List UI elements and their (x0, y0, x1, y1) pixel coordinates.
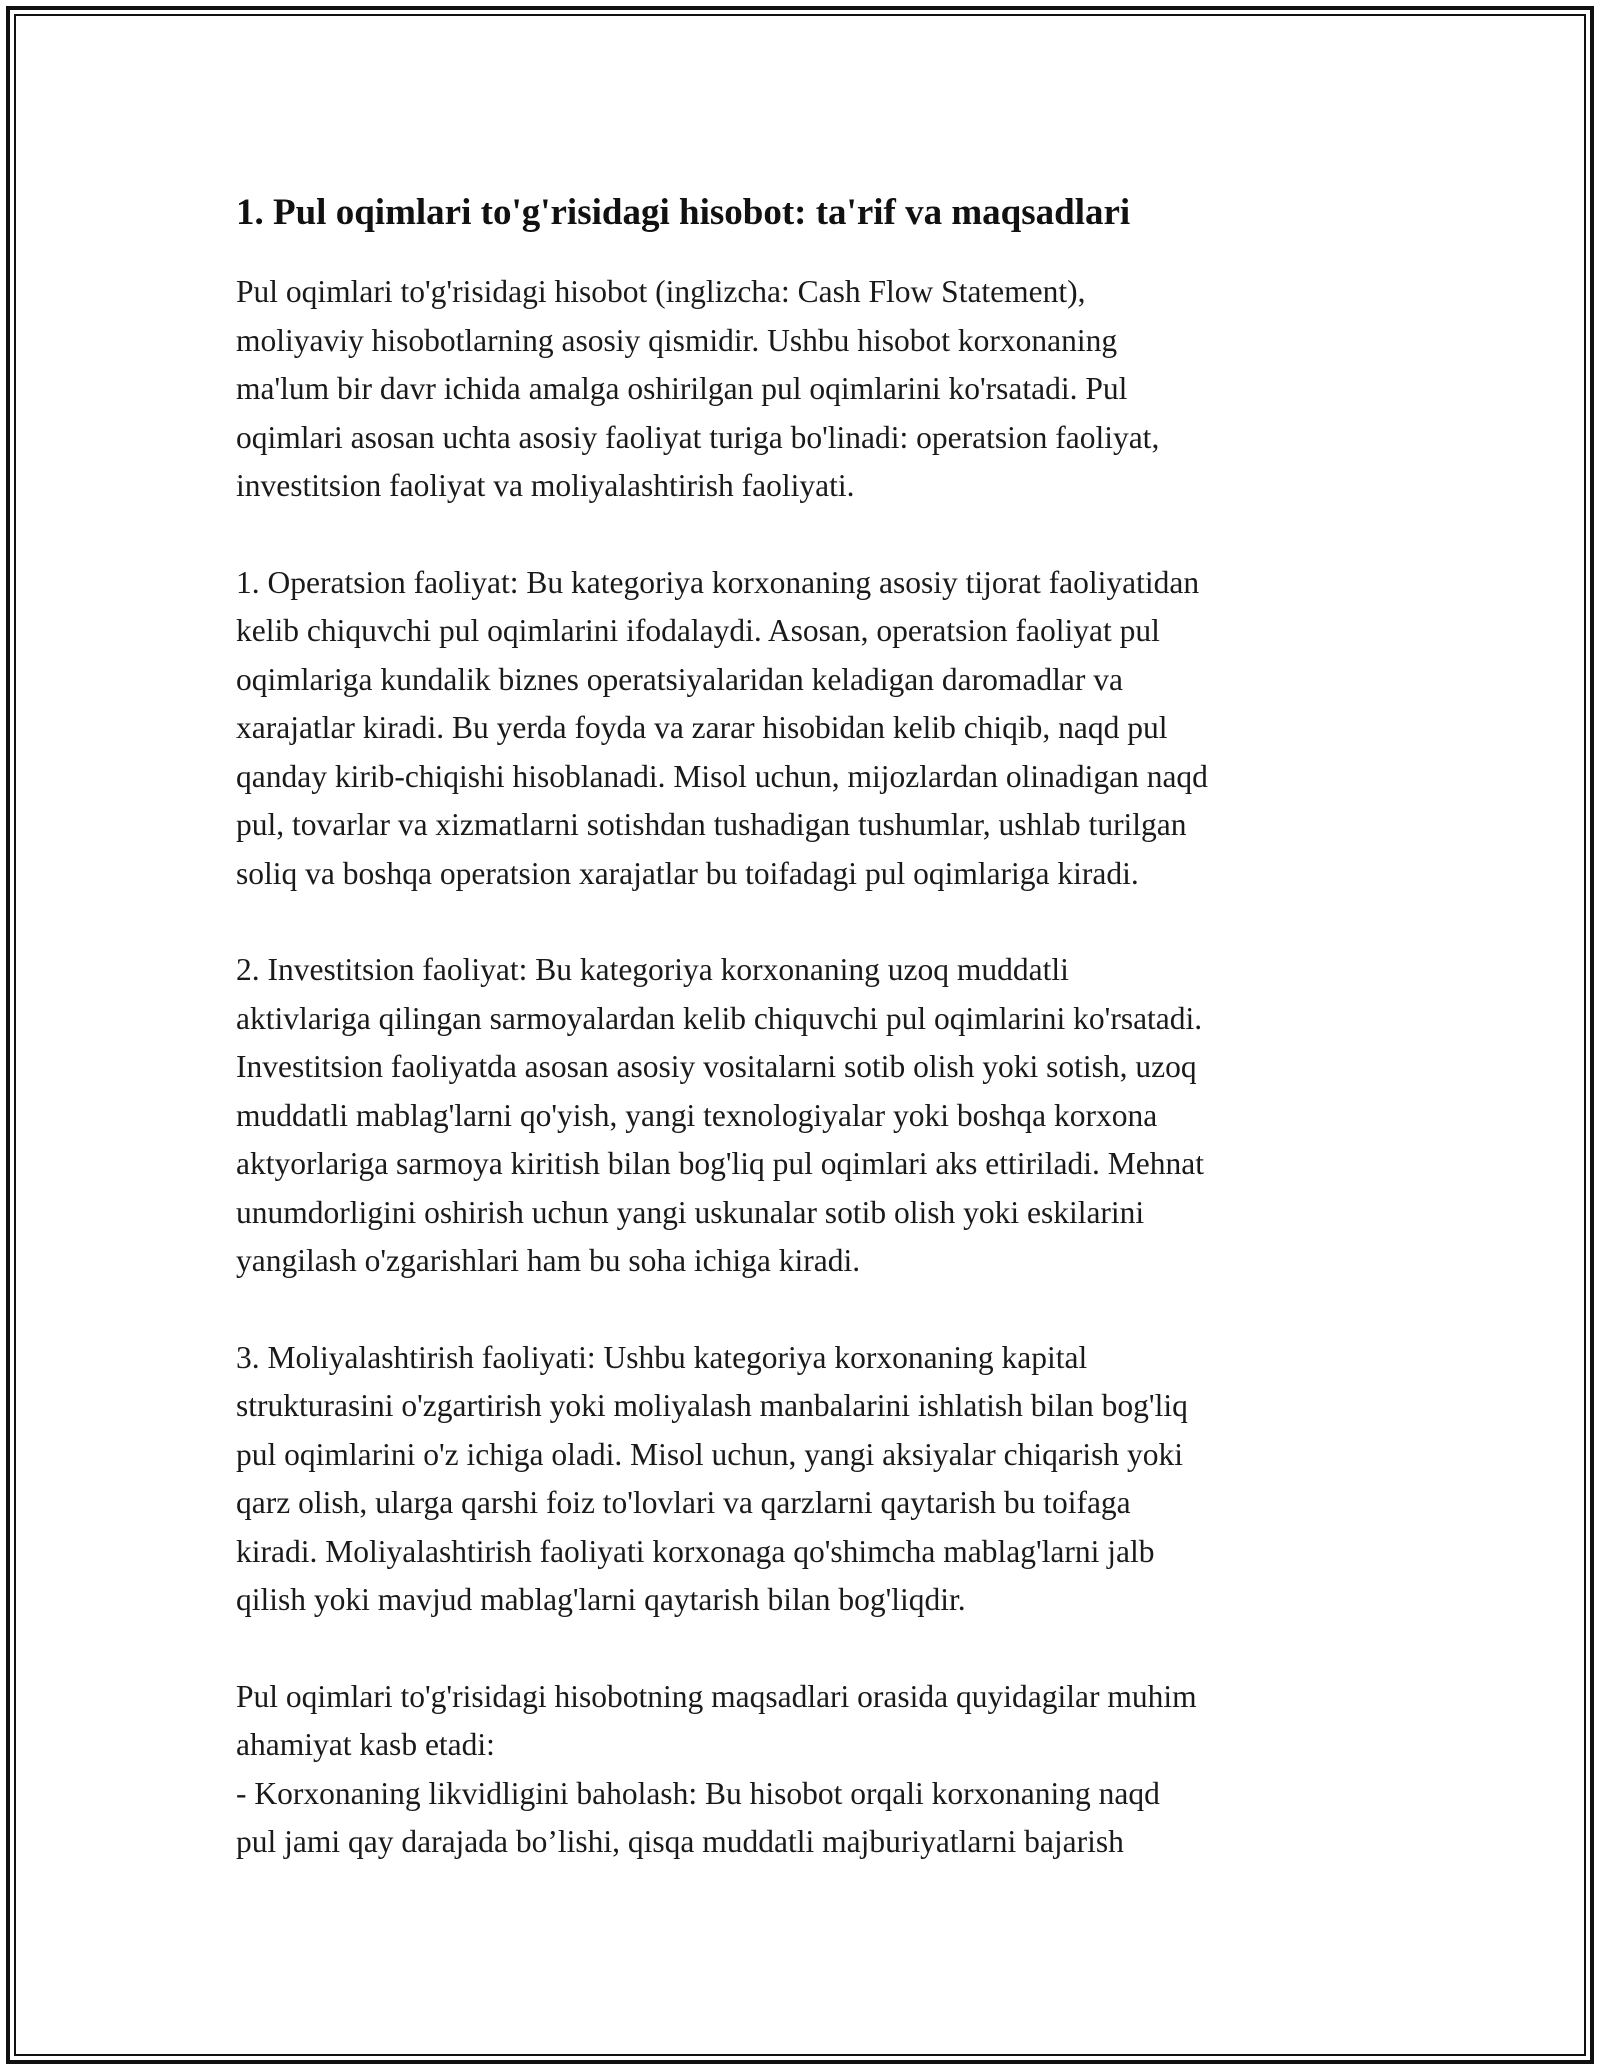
text-line: qilish yoki mavjud mablag'larni qaytarish bilan bog'liqdir. (236, 1582, 966, 1617)
paragraph-investing-activity (236, 946, 1386, 1286)
paragraph-financing-activity (236, 1334, 1386, 1625)
text-line: 2. Investitsion faoliyat: Bu kategoriya korxonaning uzoq muddatli (236, 952, 1069, 987)
text-line: 3. Moliyalashtirish faoliyati: Ushbu kategoriya korxonaning kapital (236, 1339, 1088, 1375)
text-line: 1. Operatsion faoliyat: Bu kategoriya korxonaning asosiy tijorat faoliyatidan (236, 564, 1200, 600)
text-line: moliyaviy hisobotlarning asosiy qismidir. Ushbu hisobot korxonaning (236, 322, 1118, 358)
text-line: xarajatlar kiradi. Bu yerda foyda va zarar hisobidan kelib chiqib, naqd pul (236, 710, 1168, 745)
document-body (236, 188, 1386, 1867)
text-line: ma'lum bir davr ichida amalga oshirilgan pul oqimlarini ko'rsatadi. Pul (236, 371, 1128, 406)
text-line: aktivlariga qilingan sarmoyalardan kelib chiquvchi pul oqimlarini ko'rsatadi. (236, 1000, 1203, 1036)
document-title: 1. Pul oqimlari to'g'risidagi hisobot: ta'rif va maqsadlari (236, 192, 1131, 233)
text-line: strukturasini o'zgartirish yoki moliyalash manbalarini ishlatish bilan bog'liq (236, 1388, 1188, 1423)
text-line: yangilash o'zgarishlari ham bu soha ichiga kiradi. (236, 1243, 861, 1278)
text-line: ahamiyat kasb etadi: (236, 1727, 495, 1762)
text-line: unumdorligini oshirish uchun yangi uskunalar sotib olish yoki eskilarini (236, 1194, 1145, 1230)
text-line: pul, tovarlar va xizmatlarni sotishdan tushadigan tushumlar, ushlab turilgan (236, 807, 1187, 842)
paragraph-intro (236, 268, 1386, 511)
text-line: qanday kirib-chiqishi hisoblanadi. Misol uchun, mijozlardan olinadigan naqd (236, 758, 1208, 794)
text-line: pul oqimlarini o'z ichiga oladi. Misol uchun, yangi aksiyalar chiqarish yoki (236, 1436, 1183, 1472)
text-line: aktyorlariga sarmoya kiritish bilan bog'liq pul oqimlari aks ettiriladi. Mehnat (236, 1146, 1204, 1181)
text-line: Pul oqimlari to'g'risidagi hisobot (inglizcha: Cash Flow Statement), (236, 274, 1086, 309)
text-line: Investitsion faoliyatda asosan asosiy vositalarni sotib olish yoki sotish, uzoq (236, 1049, 1197, 1084)
text-line: Pul oqimlari to'g'risidagi hisobotning maqsadlari orasida quyidagilar muhim (236, 1678, 1197, 1714)
text-line: soliq va boshqa operatsion xarajatlar bu toifadagi pul oqimlariga kiradi. (236, 855, 1139, 891)
paragraph-operating-activity (236, 559, 1386, 899)
text-line: kiradi. Moliyalashtirish faoliyati korxonaga qo'shimcha mablag'larni jalb (236, 1533, 1155, 1569)
text-line: pul jami qay darajada bo’lishi, qisqa muddatli majburiyatlarni bajarish (236, 1824, 1124, 1859)
text-line: kelib chiquvchi pul oqimlarini ifodalaydi. Asosan, operatsion faoliyat pul (236, 613, 1160, 648)
text-line: oqimlari asosan uchta asosiy faoliyat turiga bo'linadi: operatsion faoliyat, (236, 419, 1160, 455)
paragraph-objectives (236, 1673, 1386, 1867)
text-line: oqimlariga kundalik biznes operatsiyalaridan keladigan daromadlar va (236, 661, 1123, 697)
text-line: muddatli mablag'larni qo'yish, yangi texnologiyalar yoki boshqa korxona (236, 1097, 1158, 1133)
text-line: investitsion faoliyat va moliyalashtirish faoliyati. (236, 468, 855, 503)
text-line: qarz olish, ularga qarshi foiz to'lovlari va qarzlarni qaytarish bu toifaga (236, 1485, 1131, 1520)
list-item-liquidity: - Korxonaning likvidligini baholash: Bu hisobot orqali korxonaning naqd (236, 1775, 1160, 1811)
